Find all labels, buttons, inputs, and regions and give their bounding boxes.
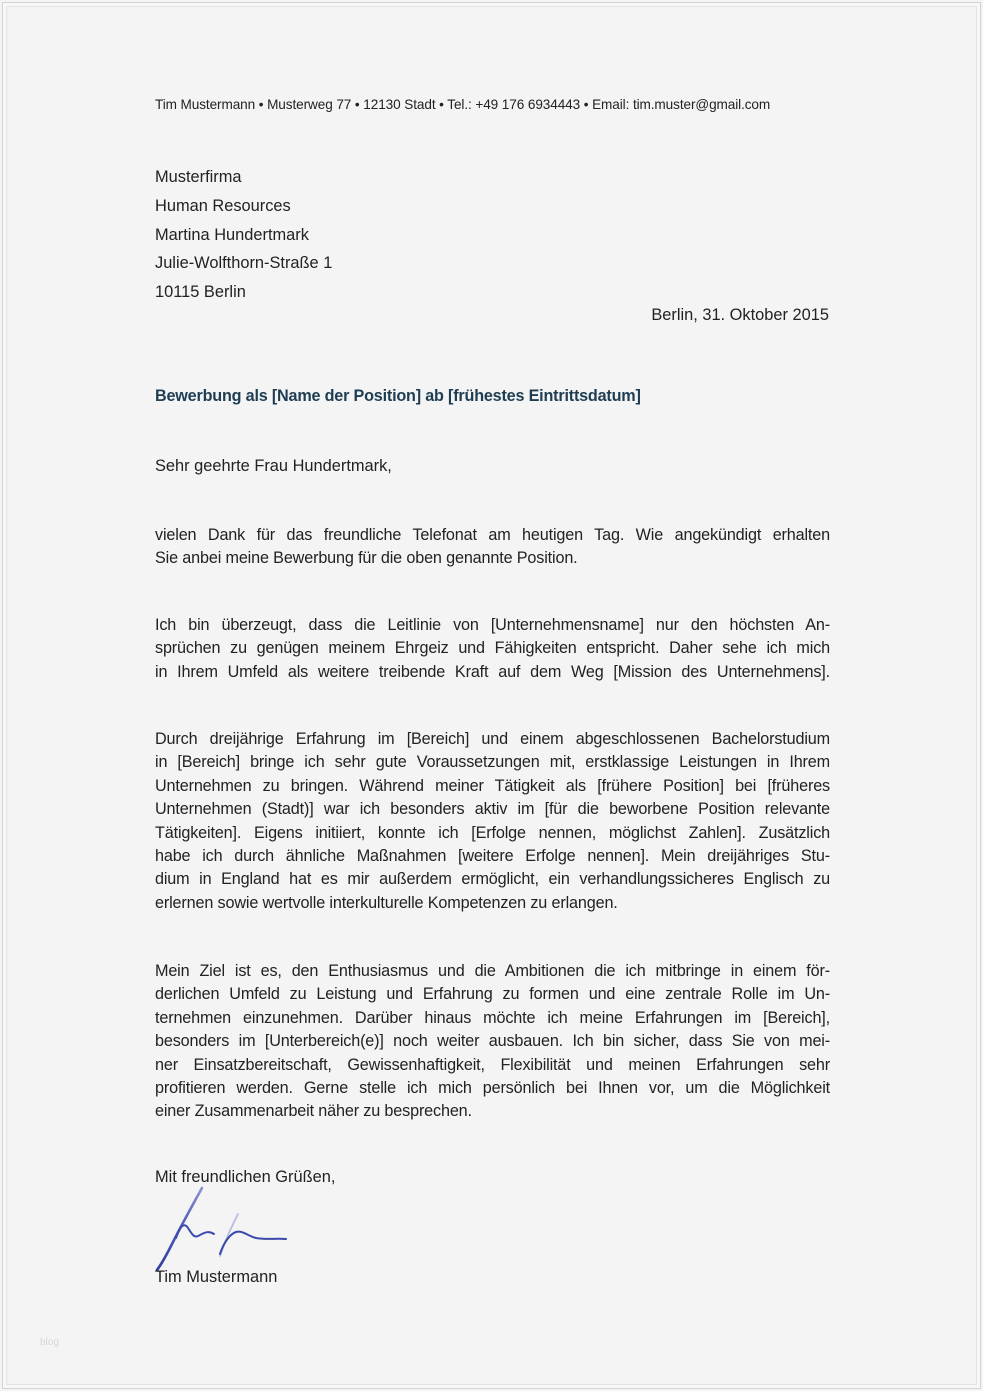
paragraph-line: Unternehmen (Stadt)] war ich besonders aktiv im [für die beworbene Position relevante bbox=[155, 800, 830, 819]
letter-subject: Bewerbung als [Name der Position] ab [frühestes Eintrittsdatum] bbox=[155, 387, 641, 405]
paragraph-line: vielen Dank für das freundliche Telefonat am heutigen Tag. Wie angekündigt erhalten bbox=[155, 526, 830, 544]
sender-info-line: Tim Mustermann • Musterweg 77 • 12130 Stadt • Tel.: +49 176 6934443 • Email: tim.muster@gmail.com bbox=[155, 97, 771, 112]
paragraph-line: profitieren werden. Gerne stelle ich mich persönlich bei Ihnen vor, um die Möglichkeit bbox=[155, 1079, 830, 1098]
paragraph-line: dium in England hat es mir außerdem ermöglicht, ein verhandlungssicheres Englisch zu bbox=[155, 870, 830, 889]
paragraph-line: Durch dreijährige Erfahrung im [Bereich] und einem abgeschlossenen Bachelorstudium bbox=[155, 730, 830, 748]
paragraph-line: Unternehmen zu bringen. Während meiner Tätigkeit als [frühere Position] bei [früheres bbox=[155, 776, 830, 795]
paragraph-line: sprüchen zu genügen meinem Ehrgeiz und Fähigkeiten entspricht. Daher sehe ich mich bbox=[155, 639, 830, 658]
letter-date: Berlin, 31. Oktober 2015 bbox=[651, 306, 829, 324]
paragraph-line: in Ihrem Umfeld als weitere treibende Kraft auf dem Weg [Mission des Unternehmens]. bbox=[155, 662, 830, 681]
paragraph-line: Mein Ziel ist es, den Enthusiasmus und die Ambitionen die ich mitbringe in einem för- bbox=[155, 962, 830, 980]
paragraph-goals bbox=[155, 960, 830, 1124]
paragraph-experience bbox=[155, 728, 830, 915]
paragraph-intro bbox=[155, 524, 830, 571]
paragraph-line: ternehmen einzunehmen. Darüber hinaus möchte ich meine Erfahrungen im [Bereich], bbox=[155, 1008, 830, 1027]
paragraph-line: Ich bin überzeugt, dass die Leitlinie von [Unternehmensname] nur den höchsten An- bbox=[155, 616, 830, 634]
paragraph-line: derlichen Umfeld zu Leistung und Erfahrung zu formen und eine zentrale Rolle im Un- bbox=[155, 985, 830, 1004]
recipient-contact: Martina Hundertmark bbox=[155, 225, 309, 244]
paragraph-line: erlernen sowie wertvolle interkulturelle Kompetenzen zu erlangen. bbox=[155, 893, 618, 912]
recipient-city: 10115 Berlin bbox=[155, 283, 246, 302]
recipient-address bbox=[155, 163, 332, 307]
recipient-department: Human Resources bbox=[155, 196, 291, 215]
signer-name: Tim Mustermann bbox=[155, 1268, 278, 1286]
paragraph-motivation bbox=[155, 614, 830, 684]
watermark-text: blog bbox=[40, 1337, 59, 1348]
signature-icon bbox=[152, 1186, 292, 1276]
paragraph-line: ner Einsatzbereitschaft, Gewissenhaftigkeit, Flexibilität und meinen Erfahrungen sehr bbox=[155, 1055, 830, 1074]
recipient-company: Musterfirma bbox=[155, 168, 242, 186]
paragraph-line: Sie anbei meine Bewerbung für die oben genannte Position. bbox=[155, 549, 578, 568]
paragraph-line: einer Zusammenarbeit näher zu besprechen. bbox=[155, 1102, 472, 1121]
paragraph-line: habe ich durch ähnliche Maßnahmen [weitere Erfolge nennen]. Mein dreijähriges Stu- bbox=[155, 847, 830, 866]
salutation: Sehr geehrte Frau Hundertmark, bbox=[155, 457, 392, 475]
paragraph-line: in [Bereich] bringe ich sehr gute Voraussetzungen mit, erstklassige Leistungen in Ihrem bbox=[155, 753, 830, 772]
recipient-street: Julie-Wolfthorn-Straße 1 bbox=[155, 254, 333, 273]
paragraph-line: besonders im [Unterbereich(e)] noch weiter ausbauen. Ich bin sicher, dass Sie von mei- bbox=[155, 1032, 830, 1051]
letter-page bbox=[2, 2, 981, 1389]
paragraph-line: Tätigkeiten]. Eigens initiiert, konnte ich [Erfolge nennen, möglichst Zahlen]. Zusätzlich bbox=[155, 823, 830, 842]
closing-phrase: Mit freundlichen Grüßen, bbox=[155, 1168, 336, 1186]
